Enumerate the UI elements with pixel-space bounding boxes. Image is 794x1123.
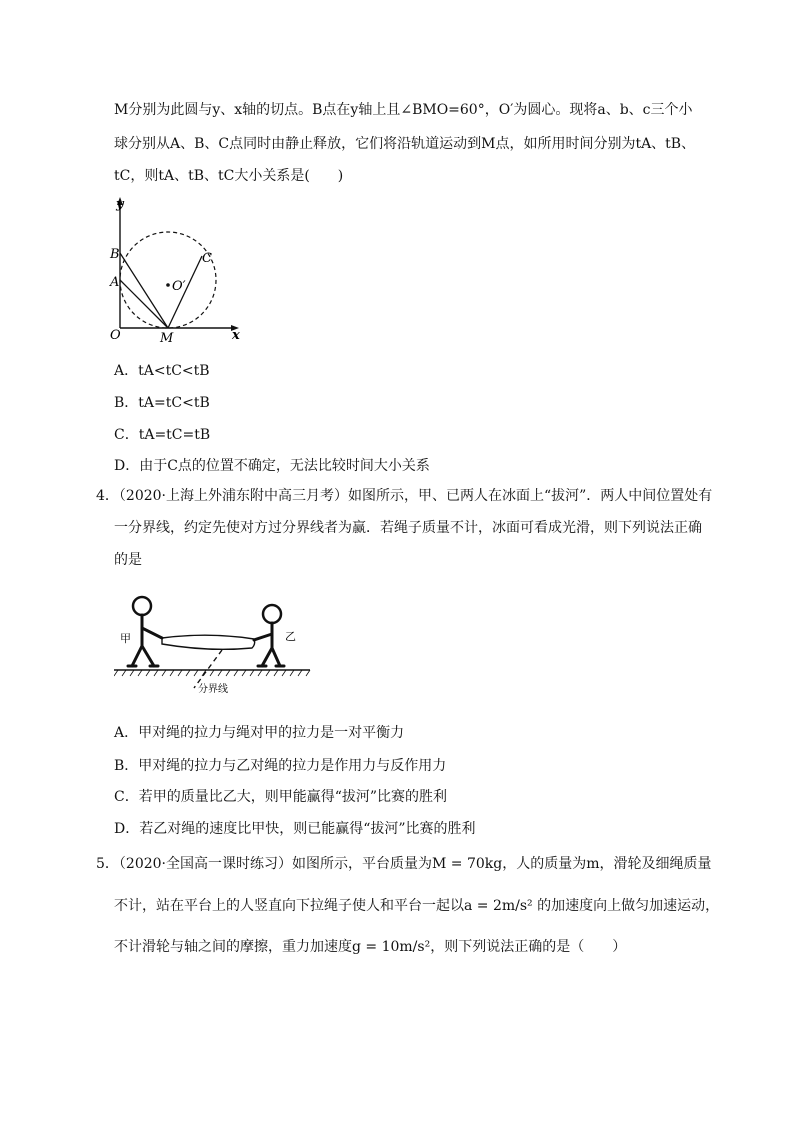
q4-option-a: A．甲对绳的拉力与绳对甲的拉力是一对平衡力 — [114, 725, 405, 741]
person-yi — [254, 605, 284, 666]
dashed-circle — [120, 232, 216, 328]
track-B — [120, 253, 168, 328]
person-jia — [128, 597, 162, 666]
q4-option-c: C．若甲的质量比乙大，则甲能赢得“拔河”比赛的胜利 — [114, 789, 448, 805]
track-A — [120, 280, 168, 328]
label-jia: 甲 — [120, 632, 131, 645]
label-B: B — [110, 247, 120, 262]
q3-option-c: C．tA=tC=tB — [114, 427, 211, 443]
q4-text-line-2: 一分界线，约定先使对方过分界线者为赢．若绳子质量不计，冰面可看成光滑，则下列说法正确 — [114, 520, 702, 536]
center-dot — [166, 283, 170, 287]
rope — [162, 635, 255, 649]
q4-text-line-1: 4．（2020·上海上外浦东附中高三月考）如图所示，甲、已两人在冰面上“拔河”．两人中间位置处有 — [96, 488, 713, 504]
q3-option-a: A．tA<tC<tB — [114, 363, 210, 379]
q3-text-line-1: M分别为此圆与y、x轴的切点。B点在y轴上且∠BMO=60°，O′为圆心。现将a、b、c三个小 — [114, 102, 693, 118]
label-x: x — [232, 328, 240, 343]
circle-track-figure — [108, 194, 248, 346]
label-M: M — [160, 331, 174, 346]
tug-of-war-figure — [114, 592, 314, 698]
label-center: O′ — [172, 279, 186, 294]
q5-text-line-3: 不计滑轮与轴之间的摩擦，重力加速度g = 10m/s²，则下列说法正确的是（ ） — [114, 939, 627, 955]
q5-text-line-2: 不计，站在平台上的人竖直向下拉绳子使人和平台一起以a = 2m/s² 的加速度向上做匀加速运动， — [114, 898, 720, 914]
label-C: C — [202, 251, 212, 266]
q4-text-line-3: 的是 — [114, 552, 142, 568]
q5-text-line-1: 5．（2020·全国高一课时练习）如图所示，平台质量为M = 70kg，人的质量为m，滑轮及细绳质量 — [96, 856, 712, 872]
q3-text-line-3: tC，则tA、tB、tC大小关系是( ) — [114, 168, 344, 184]
divider-line — [194, 650, 222, 688]
q3-option-b: B．tA=tC<tB — [114, 395, 210, 411]
label-A: A — [110, 275, 120, 290]
label-O: O — [110, 328, 121, 343]
ground-hatching — [114, 670, 310, 676]
label-divider: 分界线 — [198, 684, 228, 695]
q4-option-b: B．甲对绳的拉力与乙对绳的拉力是作用力与反作用力 — [114, 758, 447, 774]
q4-option-d: D．若乙对绳的速度比甲快，则已能赢得“拔河”比赛的胜利 — [114, 821, 476, 837]
label-y: y — [116, 197, 124, 212]
q3-option-d: D．由于C点的位置不确定，无法比较时间大小关系 — [114, 458, 430, 474]
q3-text-line-2: 球分别从A、B、C点同时由静止释放，它们将沿轨道运动到M点，如所用时间分别为tA、tB、 — [114, 136, 696, 152]
label-yi: 乙 — [285, 630, 296, 643]
